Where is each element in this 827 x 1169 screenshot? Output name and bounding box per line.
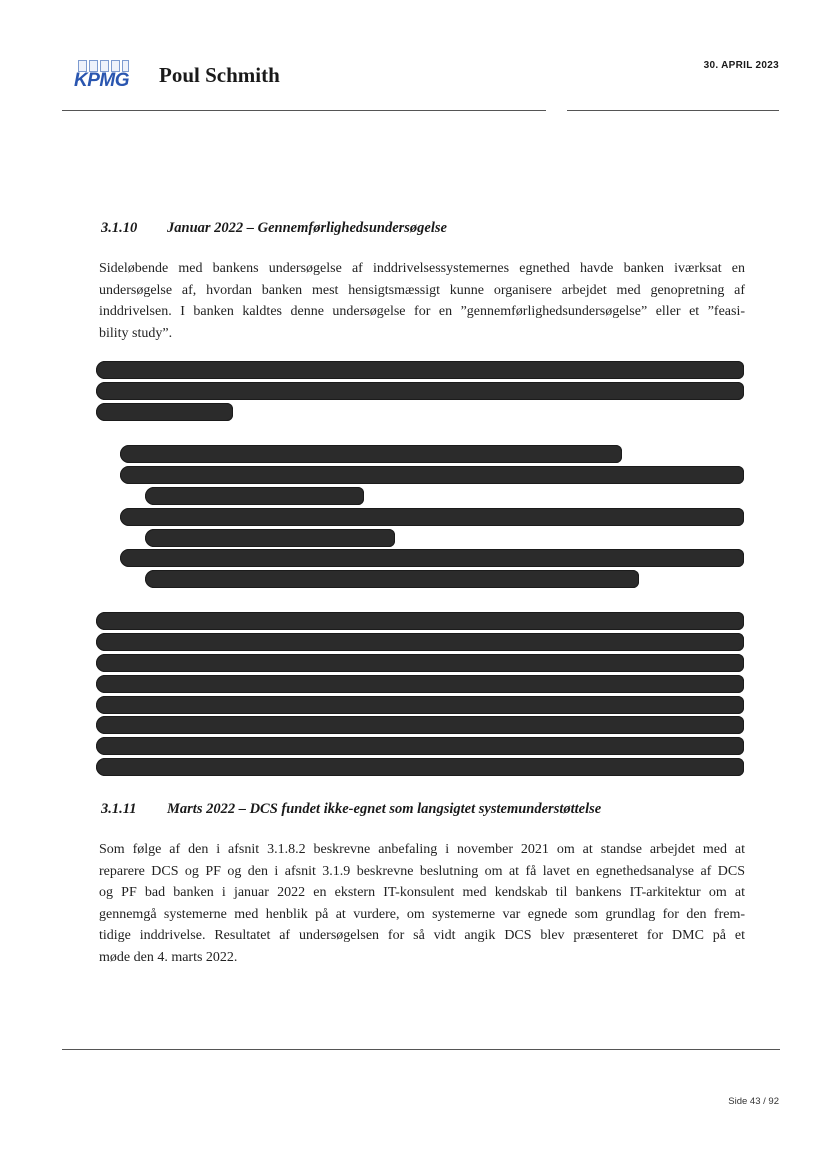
paragraph-line: tidige inddrivelse. Resultatet af undersøgelsen for så vidt angik DCS blev præsenteret for DMC på et <box>99 928 745 944</box>
redaction-bar <box>145 487 364 505</box>
paragraph-line: Sideløbende med bankens undersøgelse af inddrivelsessystemernes egnethed havde banken iværksat en <box>99 261 745 276</box>
paragraph-line: gennemgå systemerne med henblik på at vurdere, om systemerne var egnede som grundlag for den frem- <box>99 906 745 922</box>
footer-rule <box>62 1049 780 1050</box>
paragraph-line: reparere DCS og PF og den i afsnit 3.1.9 beskrevne beslutning om at få lavet en egnethedsanalyse af DCS <box>99 863 745 879</box>
redaction-bar <box>145 570 639 588</box>
paragraph-line: inddrivelsen. I banken kaldtes denne undersøgelse for en ”gennemførlighedsundersøgelse” eller et ”feasi- <box>99 304 745 320</box>
redaction-bar <box>96 633 744 651</box>
redaction-bar <box>120 466 744 484</box>
paragraph-line: bility study”. <box>99 325 173 341</box>
paragraph-line: og PF bad banken i januar 2022 en ekstern IT-konsulent med kendskab til bankens IT-arkitektur om at <box>99 885 745 901</box>
redaction-bar <box>96 361 744 379</box>
paragraph-line: Som følge af den i afsnit 3.1.8.2 beskrevne anbefaling i november 2021 om at standse arbejdet med at <box>99 842 745 857</box>
redaction-bar <box>96 654 744 672</box>
redaction-bar <box>96 382 744 400</box>
section-number: 3.1.11 <box>101 801 137 817</box>
header-rule-right <box>567 110 779 111</box>
redaction-bar <box>120 508 744 526</box>
redaction-bar <box>96 758 744 776</box>
redaction-bar <box>145 529 395 547</box>
redaction-bar <box>96 696 744 714</box>
section-title: Januar 2022 – Gennemførlighedsundersøgelse <box>167 220 447 236</box>
logo-text: KPMG <box>74 70 129 91</box>
section-heading <box>101 220 447 237</box>
page-number: Side 43 / 92 <box>728 1096 779 1107</box>
redaction-bar <box>96 716 744 734</box>
redaction-bar <box>96 403 233 421</box>
section-paragraph <box>99 839 745 969</box>
redaction-bar <box>120 549 744 567</box>
redaction-bar <box>96 612 744 630</box>
paragraph-line: undersøgelse af, hvordan banken mest hensigtsmæssigt kunne organisere arbejdet med genopretning af <box>99 282 745 298</box>
section-paragraph <box>99 258 745 344</box>
paragraph-line: møde den 4. marts 2022. <box>99 949 238 965</box>
section-heading <box>101 801 601 818</box>
kpmg-logo <box>72 58 136 92</box>
firm-name: Poul Schmith <box>159 63 280 87</box>
section-title: Marts 2022 – DCS fundet ikke-egnet som langsigtet systemunderstøttelse <box>167 801 602 817</box>
section-number: 3.1.10 <box>101 220 138 236</box>
header-rule-left <box>62 110 546 111</box>
redaction-bar <box>96 675 744 693</box>
document-date: 30. APRIL 2023 <box>703 60 779 71</box>
redaction-bar <box>120 445 622 463</box>
redaction-bar <box>96 737 744 755</box>
